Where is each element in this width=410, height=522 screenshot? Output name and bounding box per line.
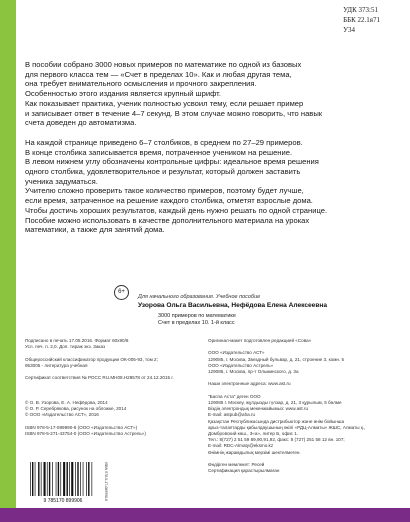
- imprint-line: Өнімнің жарамдылық мерзімі шектелмеген.: [208, 449, 301, 455]
- imprint-line: Сертификат соответствия № РОСС RU.МН08.Н28578 от 24.12.2015 г.: [25, 375, 174, 381]
- text-line: счета доведен до автоматизма.: [25, 118, 137, 128]
- imprint-line: 129085, г. Москва, Звездный бульвар, д. 21, строение 3, комн. 5: [208, 356, 345, 362]
- text-line: Как показывает практика, ученик полностью усвоил тему, если решает пример: [25, 98, 304, 108]
- barcode-bar: [77, 462, 78, 496]
- barcode-bar: [60, 462, 61, 496]
- imprint-line: © О. Р. Серебрякова, рисунок на обложке, 2014: [25, 406, 127, 412]
- imprint-line: Қазақстан Республикасында дистрибьютор және өнім бойынша: [208, 418, 345, 424]
- imprint-line: Сертификация қарастырылмаған: [208, 468, 280, 474]
- barcode-bar: [38, 462, 39, 496]
- description-text: [25, 60, 385, 235]
- text-line: одного столбика, удовлетворительное и результат, который должен заставить: [25, 167, 301, 177]
- authors: Узорова Ольга Васильевна, Нефёдова Елена Алексеевна: [138, 302, 328, 309]
- barcode-bar: [88, 462, 89, 496]
- description-paragraph: [25, 60, 385, 128]
- imprint-line: Тел.: 8(727) 2 51 59 89,90,91,92, факс: 8 (727) 251 58 12 вн. 107;: [208, 437, 345, 443]
- udc-classification: [343, 5, 380, 35]
- barcode-bar: [30, 462, 31, 496]
- imprint-line: E-mail: astpub@aha.ru: [208, 412, 256, 418]
- imprint-line: ООО «Издательство Астрель»: [208, 362, 274, 368]
- isbn-vertical: ISBN 978-5-17-089990-6: [104, 462, 108, 502]
- imprint-line: Өндірген мемлекет: Ресей: [208, 462, 265, 468]
- barcode-bar: [63, 462, 65, 496]
- barcode-bar: [44, 462, 46, 496]
- text-line: В конце столбика записывается время, потраченное учеником на решение.: [25, 147, 293, 157]
- imprint-line: 129085, г. Москва, пр-т Ольминского, д. 3а: [208, 369, 299, 375]
- imprint-column-right: [208, 338, 398, 474]
- text-line: В левом нижнем углу обозначены контрольные цифры: идеальное время решения: [25, 157, 319, 167]
- text-line: и записывает ответ в течение 4–7 секунд. В этом случае можно говорить, что навык: [25, 108, 323, 118]
- imprint-line: арыз-талаптарды қабылдаушының өкілі «РДЦ-Алматы» ЖШС, Алматы қ.,: [208, 424, 366, 430]
- text-line: она требует внимательного осмысления и прочного закрепления.: [25, 79, 257, 89]
- text-line: Чтобы достичь хороших результатов, каждый день нужно решать по одной странице.: [25, 205, 328, 215]
- imprint-line: Наши электронные адреса: www.ast.ru: [208, 381, 291, 387]
- imprint-line: ISBN 978-5-271-43754-0 (ООО «Издательство Астрель»): [25, 431, 146, 437]
- imprint-column-left: [25, 338, 215, 437]
- book-title-line: 3000 примеров по математике: [158, 313, 236, 319]
- barcode-bar: [41, 462, 42, 496]
- barcode-bar: [49, 462, 50, 496]
- imprint-line: 953005 - литература учебная: [25, 362, 88, 368]
- imprint-line: Усл. печ. л. 2,0. Доп. тираж экз. Заказ: [25, 344, 106, 350]
- barcode-bar: [47, 462, 48, 496]
- purple-bottom-bar: [0, 508, 410, 522]
- udc-line: УДК 373:51: [343, 6, 378, 14]
- barcode-bar: [83, 462, 84, 496]
- text-line: Учителю сложно проверить такое количество примеров, поэтому будет лучше,: [25, 186, 304, 196]
- barcode-digits: 9 785170 899906: [43, 498, 83, 504]
- imprint-line: ISBN 978-5-17-089990-6 (ООО «Издательство АСТ»): [25, 424, 138, 430]
- imprint-line: Домбровский көш., 3«а», литер Б, офис 1.: [208, 431, 299, 437]
- text-line: В пособии собрано 3000 новых примеров по математике по одной из базовых: [25, 60, 302, 69]
- barcode-bar: [35, 462, 36, 496]
- text-line: если время, затраченное на решение каждого столбика, отметят взрослые дома.: [25, 196, 313, 206]
- imprint-line: Біздің электрондық мекенжайымыз: www.ast.ru: [208, 406, 309, 412]
- barcode-bar: [86, 462, 87, 496]
- imprint-line: ООО «Издательство АСТ»: [208, 350, 265, 356]
- barcode-bar: [92, 462, 93, 496]
- imprint-line: Общероссийский классификатор продукции ОК-005-93, том 2;: [25, 356, 158, 362]
- barcode-bar: [67, 462, 68, 496]
- isbn-barcode: [24, 460, 102, 504]
- barcode-bar: [52, 462, 53, 496]
- text-line: для первого класса тем — «Счет в пределах 10». Как и любая другая тема,: [25, 69, 292, 79]
- age-rating-badge: 6+: [114, 285, 129, 300]
- text-line: ученика задуматься.: [25, 176, 98, 186]
- imprint-line: © ООО «Издательство АСТ», 2016: [25, 412, 99, 418]
- imprint-line: Подписано в печать 17.05.2016. Формат 60х90/8: [25, 338, 129, 343]
- bbk-line: ББК 22.1я71: [343, 16, 380, 24]
- imprint-line: Оригинал-макет подготовлен редакцией «Сова»: [208, 338, 312, 343]
- barcode-bar: [71, 462, 73, 496]
- barcode-bar: [80, 462, 81, 496]
- imprint-line: 129085 г. Мәскеу, жұлдызды гүлзар, д. 21, 3 құрылым, 5 бөлме: [208, 400, 342, 406]
- text-line: На каждой странице приведено 6–7 столбиков, в среднем по 27–29 примеров.: [25, 137, 303, 147]
- text-line: Пособие можно использовать в качестве дополнительного материала на уроках: [25, 215, 310, 225]
- imprint-line: "Баспа Аста" деген ООО: [208, 393, 261, 399]
- green-side-bar: [0, 0, 16, 522]
- text-line: Особенностью этого издания является крупный шрифт.: [25, 89, 221, 99]
- barcode-bar: [56, 462, 57, 496]
- text-line: математики, а также для занятий дома.: [25, 225, 165, 235]
- barcode-bar: [69, 462, 70, 496]
- description-paragraph: [25, 138, 385, 235]
- book-subtitle-line: Счет в пределах 10. 1-й класс: [158, 320, 235, 326]
- imprint-line: E-mail: RDC-Almaty@eksmo.kz: [208, 443, 274, 449]
- author-mark-line: У34: [343, 26, 356, 34]
- imprint-line: © О. В. Узорова, Е. А. Нефёдова, 2014: [25, 400, 108, 406]
- book-title: [158, 313, 236, 327]
- barcode-bar: [32, 462, 33, 496]
- barcode-bar: [58, 462, 59, 496]
- barcode-bar: [75, 462, 76, 496]
- edition-type: Для начального образования. Учебное пособие: [138, 294, 261, 300]
